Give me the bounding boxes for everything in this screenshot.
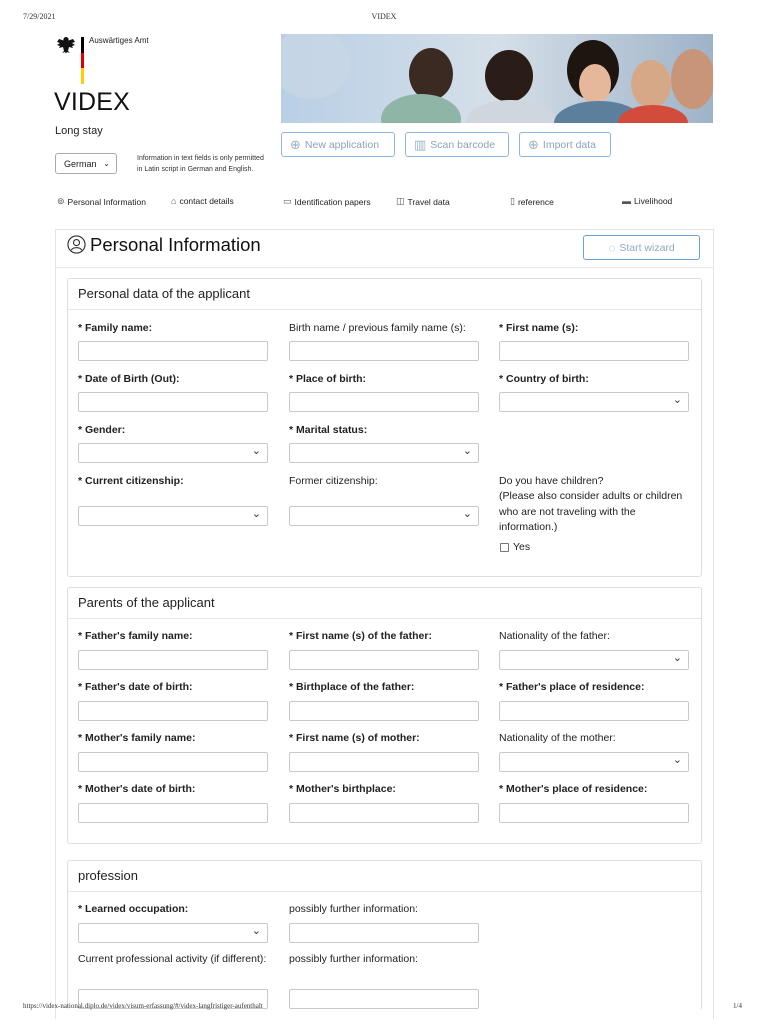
- mother-birthplace-label: * Mother's birthplace:: [289, 783, 396, 795]
- card-header: [56, 230, 713, 268]
- dob-label: * Date of Birth (Out):: [78, 373, 180, 385]
- father-dob-label: * Father's date of birth:: [78, 681, 193, 693]
- scan-barcode-label: Scan barcode: [430, 138, 496, 151]
- place-of-birth-label: * Place of birth:: [289, 373, 367, 385]
- suitcase-icon: ◫: [396, 196, 405, 206]
- home-icon: ⌂: [171, 196, 177, 206]
- parents-section: [67, 587, 702, 844]
- tab-label: Livelihood: [634, 196, 673, 206]
- further-info-2-label: possibly further information:: [289, 953, 418, 965]
- mother-dob-input[interactable]: [78, 803, 268, 823]
- language-select[interactable]: [55, 153, 117, 174]
- tab-travel-data[interactable]: [396, 196, 450, 207]
- ministry-name: Auswärtiges Amt: [89, 36, 149, 45]
- father-residence-label: * Father's place of residence:: [499, 681, 645, 693]
- start-wizard-label: Start wizard: [619, 241, 675, 254]
- gender-select[interactable]: [78, 443, 268, 463]
- has-children-label: Yes: [513, 541, 531, 553]
- first-name-input[interactable]: [499, 341, 689, 361]
- tab-label: reference: [517, 196, 554, 207]
- print-title: VIDEX: [371, 12, 397, 21]
- print-footer: [0, 1002, 768, 1016]
- children-question: Do you have children?: [499, 475, 604, 487]
- father-family-name-input[interactable]: [78, 650, 268, 670]
- id-card-icon: ▭: [283, 196, 292, 206]
- mother-nationality-label: Nationality of the mother:: [499, 732, 616, 744]
- app-title: VIDEX: [54, 88, 131, 116]
- father-residence-input[interactable]: [499, 701, 689, 721]
- print-page-number: 1/4: [733, 1002, 742, 1010]
- mother-nationality-select[interactable]: [499, 752, 689, 772]
- page-title: Personal Information: [90, 234, 261, 255]
- mother-dob-label: * Mother's date of birth:: [78, 783, 196, 795]
- further-info-label: possibly further information:: [289, 903, 418, 915]
- former-citizenship-label: Former citizenship:: [289, 475, 378, 487]
- tab-label: Personal Information: [67, 196, 146, 207]
- profession-section: [67, 860, 702, 1010]
- tab-livelihood[interactable]: [622, 196, 672, 206]
- tab-contact-details[interactable]: [171, 196, 234, 206]
- mother-first-name-input[interactable]: [289, 752, 479, 772]
- tab-identification-papers[interactable]: [283, 196, 371, 207]
- document-icon: ▯: [510, 196, 515, 206]
- father-nationality-label: Nationality of the father:: [499, 630, 610, 642]
- first-name-label: * First name (s):: [499, 322, 579, 334]
- language-note: Information in text fields is only permitted in Latin script in German and English.: [137, 155, 264, 173]
- mother-family-name-label: * Mother's family name:: [78, 732, 196, 744]
- section-title: Personal data of the applicant: [68, 279, 701, 310]
- father-nationality-select[interactable]: [499, 650, 689, 670]
- mother-family-name-input[interactable]: [78, 752, 268, 772]
- father-first-name-label: * First name (s) of the father:: [289, 630, 432, 642]
- mother-first-name-label: * First name (s) of mother:: [289, 732, 420, 744]
- father-birthplace-input[interactable]: [289, 701, 479, 721]
- father-first-name-input[interactable]: [289, 650, 479, 670]
- father-birthplace-label: * Birthplace of the father:: [289, 681, 415, 693]
- german-flag-bar: [81, 37, 84, 84]
- family-name-label: * Family name:: [78, 322, 153, 334]
- new-application-button[interactable]: [281, 132, 395, 157]
- language-selected: German: [64, 158, 97, 169]
- app-subtitle: Long stay: [55, 125, 103, 137]
- marital-status-label: * Marital status:: [289, 424, 368, 436]
- scan-barcode-button[interactable]: [405, 132, 509, 157]
- father-dob-input[interactable]: [78, 701, 268, 721]
- money-icon: ▬: [622, 196, 631, 206]
- section-title: profession: [68, 861, 701, 892]
- chat-icon: ◌: [608, 240, 616, 255]
- tab-personal-information[interactable]: [57, 196, 146, 207]
- barcode-icon: ▥: [414, 136, 427, 152]
- section-tabs: [57, 196, 717, 210]
- hero-image: [281, 34, 713, 123]
- current-activity-label: Current professional activity (if different):: [78, 953, 267, 965]
- chevron-down-icon: ⌄: [103, 159, 110, 168]
- eagle-icon: [56, 36, 76, 54]
- dob-input[interactable]: [78, 392, 268, 412]
- birth-name-label: Birth name / previous family name (s):: [289, 322, 466, 334]
- tab-label: contact details: [179, 196, 234, 206]
- current-citizenship-label: * Current citizenship:: [78, 475, 184, 487]
- tab-label: Travel data: [407, 196, 450, 207]
- mother-residence-label: * Mother's place of residence:: [499, 783, 648, 795]
- further-info-input[interactable]: [289, 923, 479, 943]
- country-of-birth-label: * Country of birth:: [499, 373, 589, 385]
- place-of-birth-input[interactable]: [289, 392, 479, 412]
- current-citizenship-select[interactable]: [78, 506, 268, 526]
- personal-data-section: [67, 278, 702, 577]
- user-icon: ⊚: [57, 196, 65, 206]
- import-data-label: Import data: [542, 138, 597, 151]
- print-header: [0, 0, 768, 30]
- import-data-button[interactable]: [519, 132, 611, 157]
- birth-name-input[interactable]: [289, 341, 479, 361]
- new-application-label: New application: [304, 138, 380, 151]
- country-of-birth-select[interactable]: [499, 392, 689, 412]
- print-date: 7/29/2021: [23, 12, 56, 21]
- tab-reference[interactable]: [510, 196, 554, 207]
- tab-label: Identification papers: [294, 196, 371, 207]
- plus-circle-icon: ⊕: [290, 136, 301, 152]
- start-wizard-button[interactable]: [583, 235, 700, 260]
- mother-birthplace-input[interactable]: [289, 803, 479, 823]
- learned-occupation-select[interactable]: [78, 923, 268, 943]
- former-citizenship-select[interactable]: [289, 506, 479, 526]
- upload-circle-icon: ⊕: [528, 136, 539, 152]
- user-circle-icon: [67, 235, 86, 254]
- learned-occupation-label: * Learned occupation:: [78, 903, 189, 915]
- print-url: https://videx-national.diplo.de/videx/visum-erfassung/#/videx-langfristiger-aufenthalt: [23, 1002, 263, 1010]
- has-children-checkbox[interactable]: [500, 543, 509, 552]
- mother-residence-input[interactable]: [499, 803, 689, 823]
- family-name-input[interactable]: [78, 341, 268, 361]
- children-note: (Please also consider adults or children who are not traveling with the information.): [499, 490, 683, 533]
- marital-status-select[interactable]: [289, 443, 479, 463]
- father-family-name-label: * Father's family name:: [78, 630, 193, 642]
- section-title: Parents of the applicant: [68, 588, 701, 619]
- gender-label: * Gender:: [78, 424, 126, 436]
